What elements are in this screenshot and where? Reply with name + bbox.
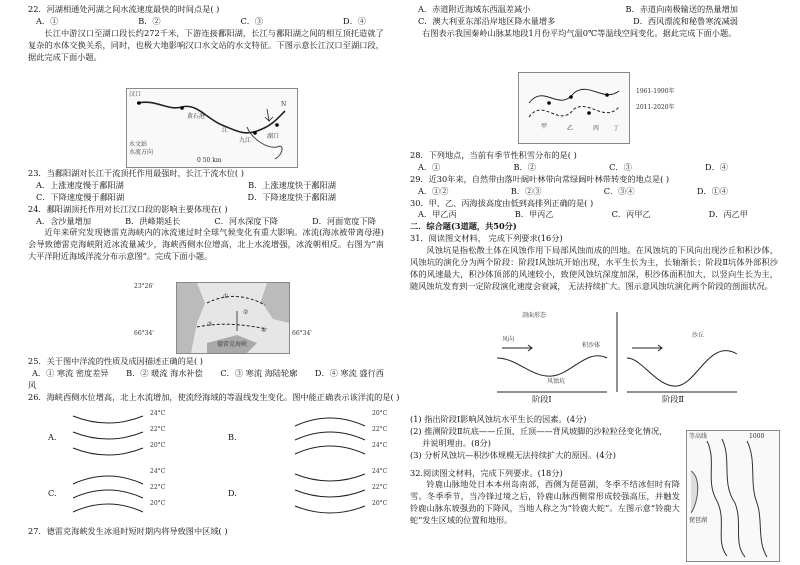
q29-opt-b[interactable]: B．②③ (510, 185, 542, 196)
iso-a-2: 22°C (150, 426, 166, 433)
iso-a-svg (68, 408, 148, 458)
q29-stem: 29．近30年来，自然带由落叶阔叶林带向常绿阔叶林带转变的地点是( ) (410, 173, 670, 184)
tag-wind: 风向 (502, 336, 515, 343)
q31-sub1: (1) 指出阶段Ⅰ影响风蚀坑水平生长的因素。(4分) (410, 414, 587, 424)
q25-opt-d[interactable]: D．④ 寒流 盛行西 (314, 367, 384, 378)
passage-qinling: 右图表示我国秦岭山脉某地段1月份平均气温0℃等温线空间变化。据此完成下面小题。 (422, 27, 737, 38)
q24-stem: 24．鄱阳湖顶托作用对长江汉口段的影响主要体现在( ) (28, 203, 228, 214)
q28-stem: 28．下列地点，当前有季节性积雪分布的是( ) (410, 150, 577, 160)
iso-c-svg (68, 466, 148, 516)
q31-sub2-cont: 并说明理由。(8分) (422, 437, 491, 448)
map1-scale: 0 50 km (197, 157, 222, 164)
point-ding: 丁 (613, 125, 620, 132)
q23-options-ab (28, 180, 336, 192)
q28-options (410, 162, 728, 174)
q31-stem: 31．阅读图文材料， 完成下列要求(16分) (410, 233, 563, 244)
q25-cont: 风 (28, 379, 37, 390)
q23-opt-d[interactable]: D．下降速度快于鄱阳湖 (247, 191, 336, 202)
drake-map (176, 282, 290, 354)
label-north: N (281, 101, 287, 108)
q29-opt-d[interactable]: D．①④ (696, 185, 728, 196)
iso-d-svg (290, 466, 370, 516)
q22-opt-c[interactable]: C．③ (240, 15, 264, 26)
q25-opt-c[interactable]: C．③ 寒流 海陆轮廓 (220, 367, 298, 378)
q30-opt-d[interactable]: D．丙乙甲 (708, 209, 748, 220)
label-huangshigang: 黄石港 (187, 113, 206, 120)
q27-options-cd (410, 16, 738, 28)
q27-options-ab (410, 4, 738, 16)
label-biwa: 琵琶湖 (689, 517, 708, 524)
q30-opt-c[interactable]: C．丙甲乙 (611, 209, 651, 220)
q22-opt-d[interactable]: D．④ (343, 15, 366, 26)
label-drake: 德雷克海峡 (217, 341, 248, 348)
q28-opt-d[interactable]: D．④ (705, 161, 728, 172)
tag-dune: 沙丘 (692, 332, 705, 339)
q28-opt-a[interactable]: A．① (418, 161, 441, 172)
qinling-map (518, 72, 630, 144)
current-4: ④ (261, 327, 267, 334)
point-yi: 乙 (567, 125, 574, 132)
q27-stem: 27．德雷克海峡发生冰退时短时期内将导致图中区域( ) (28, 526, 228, 536)
iso-b-1: 20°C (372, 410, 388, 417)
iso-c-2: 22°C (150, 484, 166, 491)
iso-a-1: 24°C (150, 410, 166, 417)
q27-opt-a[interactable]: A．赤道附近海域东西温差减小 (418, 4, 531, 14)
q23-opt-a[interactable]: A．上涨速度慢于鄱阳湖 (36, 179, 124, 190)
q30-opt-a[interactable]: A．甲乙丙 (418, 209, 457, 220)
q23-opt-b[interactable]: B．上涨速度快于鄱阳湖 (248, 179, 336, 190)
legend-flow: 水流方向 (129, 149, 154, 156)
lat-2326: 23°26' (134, 283, 154, 290)
q24-opt-b[interactable]: B．洪峰期延长 (125, 215, 181, 226)
q24-options (28, 216, 376, 228)
iso-d-2: 22°C (372, 484, 388, 491)
q27-opt-d[interactable]: D．西风漂流和秘鲁寒流减弱 (633, 15, 738, 26)
lat-6634: 66°34' (134, 330, 154, 337)
q25-opt-b[interactable]: B．② 暖流 海水补偿 (126, 367, 203, 378)
iso-d-1: 24°C (372, 468, 388, 475)
q30-stem: 30．甲、乙、丙海拔高度由低到高排列正确的是( ) (410, 197, 594, 208)
q22-opt-b[interactable]: B．② (138, 15, 161, 26)
q24-opt-c[interactable]: C．河水深度下降 (214, 215, 278, 226)
label-contour: 等高线 (689, 433, 708, 440)
iso-a-label[interactable]: A. (48, 432, 57, 442)
current-1: ① (223, 293, 229, 300)
q24-opt-d[interactable]: D．河面宽度下降 (312, 215, 376, 226)
q25-options (28, 368, 384, 380)
q29-opt-c[interactable]: C．③④ (603, 185, 635, 196)
iso-c-1: 24°C (150, 468, 166, 475)
q31-sub3: (3) 分析风蚀坑—积沙体规模无法持续扩大的原因。(4分) (410, 449, 616, 460)
q31-passage: 风蚀坑是指松散土体在风蚀作用下局部风蚀而成的凹地。在风蚀坑的下风向出现沙丘和积沙体，风蚀坑的演化分为两个阶段：阶段Ⅰ风蚀坑开始出现，水平生长为主，长轴渐长；阶段Ⅱ坑体外部积沙体的风速最大，积沙体顶部的风速较小，致使风蚀坑深度加深，积沙体面积加大，以竖向生长为主，随风蚀坑发育到一定阶段演化速度会衰减， 无法持续扩大。图示意风蚀坑演化两个阶段的剖面状况。 (410, 245, 778, 291)
legend-1961: 1961-1990年 (636, 88, 675, 95)
current-2: ② (243, 309, 249, 316)
label-hankou: 汉口 (129, 91, 142, 98)
stage-1: 阶段Ⅰ (532, 394, 552, 404)
q25-opt-a[interactable]: A．① 寒流 密度差异 (32, 367, 109, 378)
q28-opt-b[interactable]: B．② (513, 161, 536, 172)
label-jiujiang: 九江 (239, 137, 252, 144)
iso-b-label[interactable]: B. (228, 432, 237, 442)
tag-pit: 风蚀坑 (547, 378, 566, 385)
legend-2011: 2011-2020年 (636, 104, 675, 111)
q29-options (410, 186, 728, 198)
iso-b-3: 24°C (372, 442, 388, 449)
q27-opt-b[interactable]: B．赤道向南极输送的热量增加 (625, 4, 738, 14)
q22-opt-a[interactable]: A．① (36, 15, 59, 26)
q29-opt-a[interactable]: A．①② (418, 185, 449, 196)
iso-a-3: 20°C (150, 442, 166, 449)
iso-d-label[interactable]: D. (228, 488, 237, 498)
passage-drake: 近年来研究发现德雷克海峡内的冰流速过时全球气候变化有重大影响。冰流(海冰被带离母港)会导致德雷克海峡附近冰流量减少，海峡西侧水位增高，北上水流增强，冰流朝相反。右图为“南大平洋附近海域洋流分布示意图”。完成下面小题。 (28, 227, 384, 262)
q30-options (410, 209, 748, 221)
yangtze-map (126, 88, 298, 168)
q23-options-cd (28, 192, 336, 204)
section-heading: 二．综合题(3道题，共50分) (410, 221, 517, 232)
q25-stem: 25．关于图中洋流的性质及成因描述正确的是( ) (28, 356, 203, 366)
erosion-profile-svg (492, 308, 742, 404)
label-jiang: 江 (222, 127, 229, 134)
q23-opt-c[interactable]: C．下降速度慢于鄱阳湖 (36, 191, 125, 202)
current-3: ③ (207, 321, 213, 328)
q30-opt-b[interactable]: B．甲丙乙 (514, 209, 554, 220)
q27-opt-c[interactable]: C．澳大利亚东部沿岸地区降水量增多 (418, 15, 556, 26)
label-hukou: 湖口 (267, 133, 280, 140)
wind-erosion-figure (492, 308, 742, 404)
iso-d-3: 20°C (372, 500, 388, 507)
suzuka-map (686, 430, 780, 562)
q32-stem: 32.阅读图文材料，完成下列要求。(18分) (410, 467, 563, 478)
iso-b-2: 22°C (372, 426, 388, 433)
q32-passage: 铃鹿山脉地处日本本州岛南部，西侧为琵琶湖，冬季不结冰但时有降雪。冬季季节，当冷锋过境之后，铃鹿山脉西侧常形成较强高压，并触发铃鹿山脉东坡强劲的下降风，当地人称之为“铃鹿大蛇”。左图示意“铃鹿大蛇”发生区域的位置和地形。 (410, 479, 680, 526)
lon-6634: 66°34' (292, 330, 312, 337)
stage-2: 阶段Ⅱ (662, 394, 684, 404)
q24-opt-a[interactable]: A．含沙量增加 (36, 215, 92, 226)
iso-b-svg (290, 408, 370, 458)
tag-profile: 剖面形态 (522, 312, 547, 319)
label-1000: 1000 (749, 433, 765, 440)
q26-stem: 26．海峡西侧水位增高，北上水流增加，使流经海域的等温线发生变化。图中能正确表示该洋流的是( ) (28, 391, 400, 402)
q23-stem: 23．当鄱阳湖对长江干流顶托作用最强时，长江干流水位( ) (28, 168, 244, 178)
suzuka-terrain-svg (687, 431, 779, 561)
q22-stem: 22．河湖相通处河湖之间水流速度最快的时间点是( ) (28, 4, 220, 14)
legend-station: 水文站 (129, 141, 148, 148)
q31-sub2: (2) 推测阶段Ⅱ坑底——丘顶、丘顶——背风坡脚的沙粒粒径变化情况， (410, 425, 668, 436)
passage-yangtze: 长江中游汉口至湖口段长约272千米，下游连接鄱阳湖，长江与鄱阳湖之间的相互顶托造就了复杂的水体交换关系，同时，也极大地影响汉口水文站的水文特征。下图示意长江汉口至湖口段，据此完成下面小题。 (28, 27, 384, 62)
q28-opt-c[interactable]: C．③ (609, 161, 632, 172)
q22-options (28, 16, 366, 28)
iso-c-3: 20°C (150, 500, 166, 507)
tag-sand: 积沙体 (582, 342, 601, 349)
point-jia: 甲 (541, 123, 548, 130)
iso-c-label[interactable]: C. (48, 488, 57, 498)
point-bing: 丙 (593, 125, 600, 132)
